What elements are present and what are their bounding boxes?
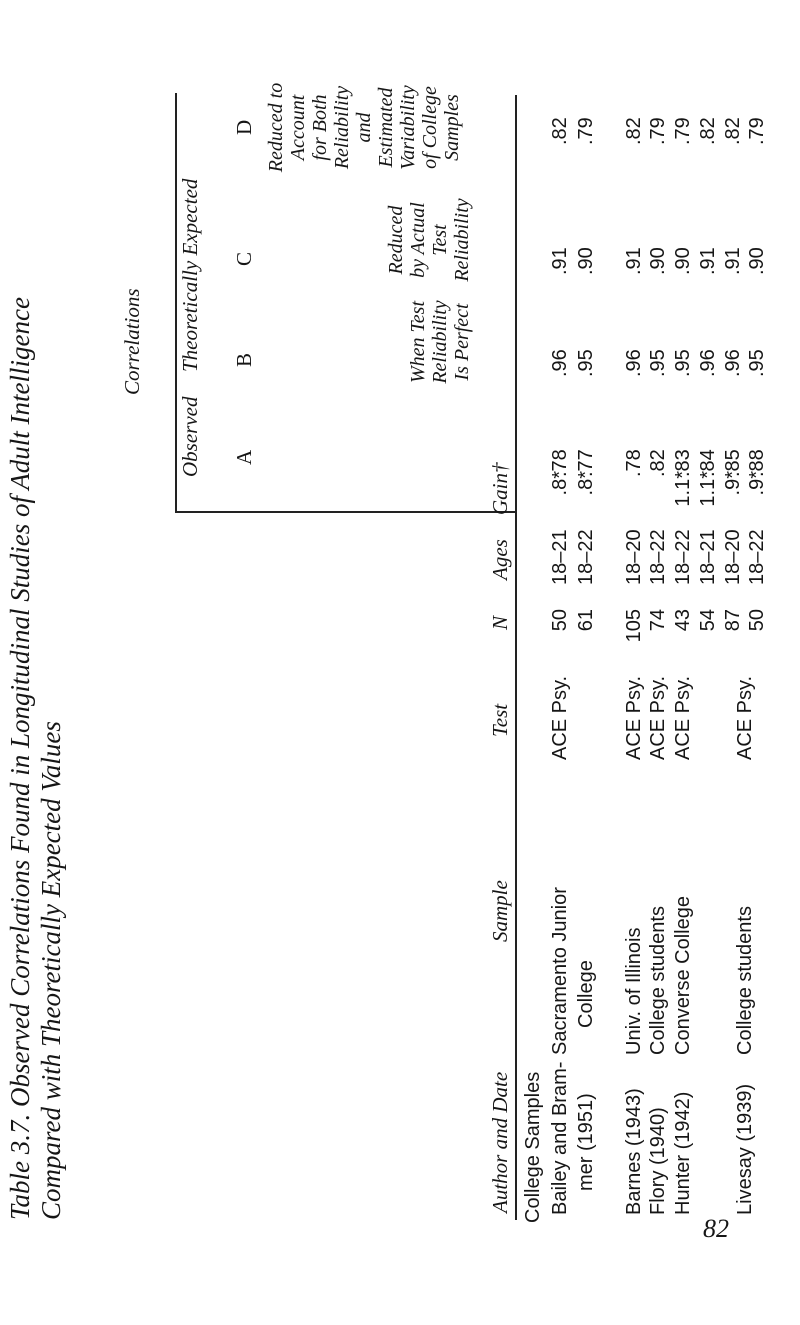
header-c-desc: Reduced by Actual Test Reliability bbox=[385, 198, 473, 282]
row-7-b: .96 bbox=[722, 349, 744, 377]
row-1-sample-a: Sacramento Junior bbox=[549, 887, 571, 1055]
row-3-author: Barnes (1943) bbox=[623, 1088, 645, 1215]
header-author: Author and Date bbox=[488, 1071, 512, 1213]
rule-header-bottom bbox=[515, 95, 517, 1220]
row-7-n: 87 bbox=[722, 609, 744, 632]
header-gain: Gain† bbox=[488, 462, 512, 515]
row-6-a: .84 bbox=[697, 449, 719, 477]
row-1-gain: .8* bbox=[549, 471, 571, 496]
row-2-a: .77 bbox=[575, 449, 597, 477]
row-6-gain: 1.1* bbox=[697, 471, 719, 507]
row-7-sample: College students bbox=[734, 906, 756, 1055]
row-6-b: .96 bbox=[697, 349, 719, 377]
row-7-c: .91 bbox=[722, 247, 744, 275]
row-5-author: Hunter (1942) bbox=[672, 1091, 694, 1215]
row-5-sample: Converse College bbox=[672, 896, 694, 1055]
header-d-desc: Reduced to Account for Both Reliability and Estimated Variability of College Samples bbox=[265, 82, 463, 173]
row-1-sample-b: College bbox=[575, 960, 597, 1028]
row-5-b: .95 bbox=[672, 349, 694, 377]
row-4-a: .82 bbox=[647, 449, 669, 477]
row-5-test: ACE Psy. bbox=[672, 675, 694, 760]
header-col-d: D bbox=[232, 119, 256, 135]
row-2-d: .79 bbox=[575, 117, 597, 145]
row-4-b: .95 bbox=[647, 349, 669, 377]
row-6-ages: 18–21 bbox=[697, 529, 719, 585]
page-number: 82 bbox=[703, 1214, 729, 1243]
row-8-c: .90 bbox=[746, 247, 768, 275]
header-test: Test bbox=[488, 703, 512, 737]
row-1-a: .78 bbox=[549, 449, 571, 477]
row-3-ages: 18–20 bbox=[623, 529, 645, 585]
row-7-a: .85 bbox=[722, 449, 744, 477]
rule-observed-divider bbox=[175, 511, 515, 513]
row-3-b: .96 bbox=[623, 349, 645, 377]
row-8-ages: 18–22 bbox=[746, 529, 768, 585]
header-b-desc: When Test Reliability Is Perfect bbox=[407, 300, 473, 384]
row-1-ages: 18–21 bbox=[549, 529, 571, 585]
row-2-gain: .8* bbox=[575, 471, 597, 496]
row-2-n: 61 bbox=[575, 609, 597, 632]
row-1-d: .82 bbox=[549, 117, 571, 145]
header-correlations: Correlations bbox=[120, 288, 144, 395]
row-5-ages: 18–22 bbox=[672, 529, 694, 585]
row-4-sample: College students bbox=[647, 906, 669, 1055]
section-label: College Samples bbox=[522, 1071, 544, 1223]
row-5-d: .79 bbox=[672, 117, 694, 145]
row-1-author-a: Bailey and Bram- bbox=[549, 1061, 571, 1215]
row-8-n: 50 bbox=[746, 609, 768, 632]
row-3-test: ACE Psy. bbox=[623, 675, 645, 760]
row-3-n: 105 bbox=[623, 609, 645, 643]
row-6-n: 54 bbox=[697, 609, 719, 632]
row-8-b: .95 bbox=[746, 349, 768, 377]
row-6-c: .91 bbox=[697, 247, 719, 275]
row-4-author: Flory (1940) bbox=[647, 1107, 669, 1215]
row-1-test: ACE Psy. bbox=[549, 675, 571, 760]
row-1-author-b: mer (1951) bbox=[575, 1093, 597, 1191]
row-3-c: .91 bbox=[623, 247, 645, 275]
row-5-n: 43 bbox=[672, 609, 694, 632]
header-theoretical: Theoretically Expected bbox=[178, 178, 202, 372]
header-col-a: A bbox=[232, 449, 256, 465]
rule-theoretical bbox=[175, 93, 177, 513]
row-7-test: ACE Psy. bbox=[734, 675, 756, 760]
row-8-d: .79 bbox=[746, 117, 768, 145]
row-4-d: .79 bbox=[647, 117, 669, 145]
header-n: N bbox=[488, 615, 512, 630]
row-3-a: .78 bbox=[623, 449, 645, 477]
row-1-b: .96 bbox=[549, 349, 571, 377]
row-3-sample: Univ. of Illinois bbox=[623, 927, 645, 1055]
row-2-b: .95 bbox=[575, 349, 597, 377]
table-caption-line2: Compared with Theoretically Expected Values bbox=[36, 721, 66, 1220]
header-ages: Ages bbox=[488, 539, 512, 580]
header-col-c: C bbox=[232, 251, 256, 266]
row-1-n: 50 bbox=[549, 609, 571, 632]
row-2-c: .90 bbox=[575, 247, 597, 275]
row-8-gain: .9* bbox=[746, 471, 768, 496]
header-sample: Sample bbox=[488, 880, 512, 942]
row-5-c: .90 bbox=[672, 247, 694, 275]
row-2-ages: 18–22 bbox=[575, 529, 597, 585]
row-4-n: 74 bbox=[647, 609, 669, 632]
row-5-a: .83 bbox=[672, 449, 694, 477]
row-3-d: .82 bbox=[623, 117, 645, 145]
row-7-gain: .9* bbox=[722, 471, 744, 496]
row-4-test: ACE Psy. bbox=[647, 675, 669, 760]
row-1-c: .91 bbox=[549, 247, 571, 275]
row-7-d: .82 bbox=[722, 117, 744, 145]
row-4-ages: 18–22 bbox=[647, 529, 669, 585]
row-7-author: Livesay (1939) bbox=[734, 1083, 756, 1215]
row-8-a: .88 bbox=[746, 449, 768, 477]
row-7-ages: 18–20 bbox=[722, 529, 744, 585]
header-observed: Observed bbox=[178, 396, 202, 477]
row-5-gain: 1.1* bbox=[672, 471, 694, 507]
header-col-b: B bbox=[232, 352, 256, 367]
table-caption-line1: Table 3.7. Observed Correlations Found in Longitudinal Studies of Adult Intelligence bbox=[5, 297, 35, 1220]
row-6-d: .82 bbox=[697, 117, 719, 145]
row-4-c: .90 bbox=[647, 247, 669, 275]
